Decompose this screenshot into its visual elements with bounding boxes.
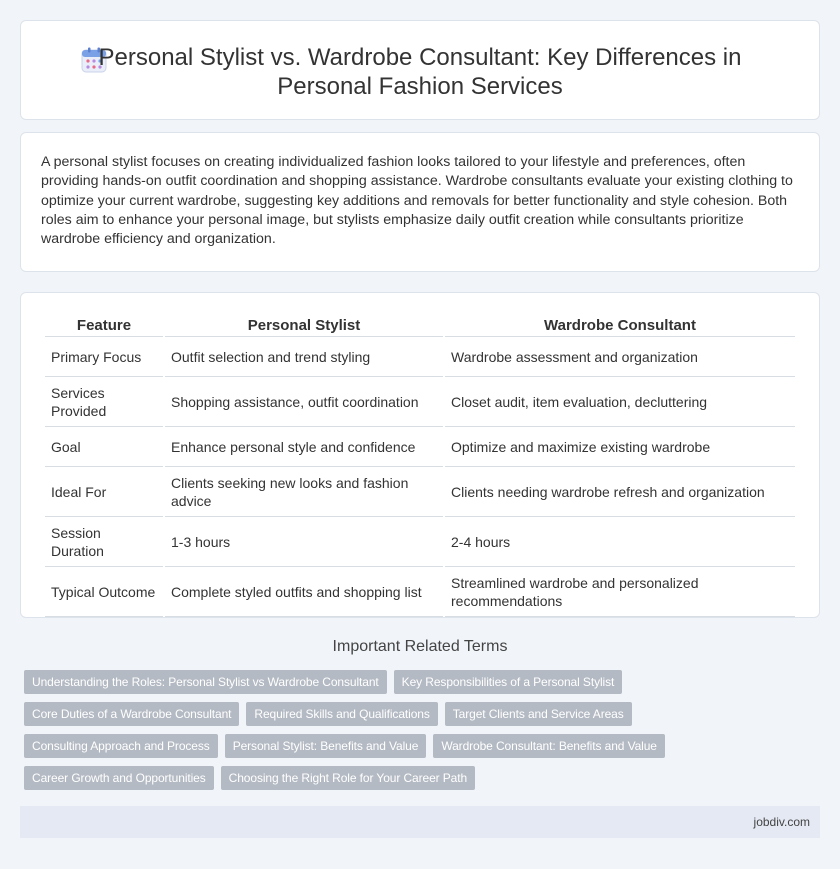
comparison-table bbox=[43, 313, 797, 617]
footer-site-link[interactable]: jobdiv.com bbox=[753, 815, 810, 829]
intro-card bbox=[20, 132, 820, 272]
page-title: Personal Stylist vs. Wardrobe Consultant: Key Differences in Personal Fashion Services bbox=[98, 44, 742, 100]
table-cell: Complete styled outfits and shopping list bbox=[165, 567, 443, 617]
table-cell: Clients seeking new looks and fashion advice bbox=[165, 467, 443, 517]
related-tag[interactable]: Consulting Approach and Process bbox=[24, 734, 218, 758]
table-cell: Typical Outcome bbox=[45, 567, 163, 617]
related-tag[interactable]: Choosing the Right Role for Your Career Path bbox=[221, 766, 475, 790]
table-row bbox=[45, 427, 795, 467]
related-tag[interactable]: Core Duties of a Wardrobe Consultant bbox=[24, 702, 239, 726]
table-row bbox=[45, 467, 795, 517]
table-row bbox=[45, 567, 795, 617]
table-cell: Primary Focus bbox=[45, 337, 163, 377]
table-cell: 1-3 hours bbox=[165, 517, 443, 567]
table-header-row bbox=[45, 313, 795, 337]
header-wardrobe-consultant: Wardrobe Consultant bbox=[445, 313, 795, 337]
related-tag[interactable]: Wardrobe Consultant: Benefits and Value bbox=[433, 734, 665, 758]
related-terms-tags bbox=[24, 670, 824, 798]
header-personal-stylist: Personal Stylist bbox=[165, 313, 443, 337]
table-cell: Session Duration bbox=[45, 517, 163, 567]
table-row bbox=[45, 517, 795, 567]
related-tag[interactable]: Required Skills and Qualifications bbox=[246, 702, 437, 726]
table-cell: Enhance personal style and confidence bbox=[165, 427, 443, 467]
intro-text: A personal stylist focuses on creating individualized fashion looks tailored to your lifestyle and preferences, often providing hands-on outfit coordination and shopping assistance. Wardrobe consultants evaluate your existing clothing to optimize your current wardrobe, suggesting key additions and removals for better functionality and style cohesion. Both roles aim to enhance your personal image, but stylists emphasize daily outfit creation while consultants prioritize wardrobe efficiency and organization. bbox=[41, 154, 793, 248]
related-tag[interactable]: Personal Stylist: Benefits and Value bbox=[225, 734, 427, 758]
table-cell: Ideal For bbox=[45, 467, 163, 517]
table-cell: Optimize and maximize existing wardrobe bbox=[445, 427, 795, 467]
related-tag[interactable]: Target Clients and Service Areas bbox=[445, 702, 632, 726]
header-feature: Feature bbox=[45, 313, 163, 337]
related-tag[interactable]: Career Growth and Opportunities bbox=[24, 766, 214, 790]
table-cell: Outfit selection and trend styling bbox=[165, 337, 443, 377]
table-cell: Goal bbox=[45, 427, 163, 467]
table-cell: Clients needing wardrobe refresh and organization bbox=[445, 467, 795, 517]
table-row bbox=[45, 337, 795, 377]
related-terms-title: Important Related Terms bbox=[332, 638, 508, 655]
header-card bbox=[20, 20, 820, 120]
table-row bbox=[45, 377, 795, 427]
table-cell: Closet audit, item evaluation, decluttering bbox=[445, 377, 795, 427]
table-cell: Wardrobe assessment and organization bbox=[445, 337, 795, 377]
related-tag[interactable]: Key Responsibilities of a Personal Stylist bbox=[394, 670, 623, 694]
table-cell: Services Provided bbox=[45, 377, 163, 427]
table-cell: Shopping assistance, outfit coordination bbox=[165, 377, 443, 427]
related-tag[interactable]: Understanding the Roles: Personal Stylist vs Wardrobe Consultant bbox=[24, 670, 387, 694]
table-cell: 2-4 hours bbox=[445, 517, 795, 567]
table-cell: Streamlined wardrobe and personalized recommendations bbox=[445, 567, 795, 617]
comparison-card bbox=[20, 292, 820, 618]
footer bbox=[20, 806, 820, 838]
